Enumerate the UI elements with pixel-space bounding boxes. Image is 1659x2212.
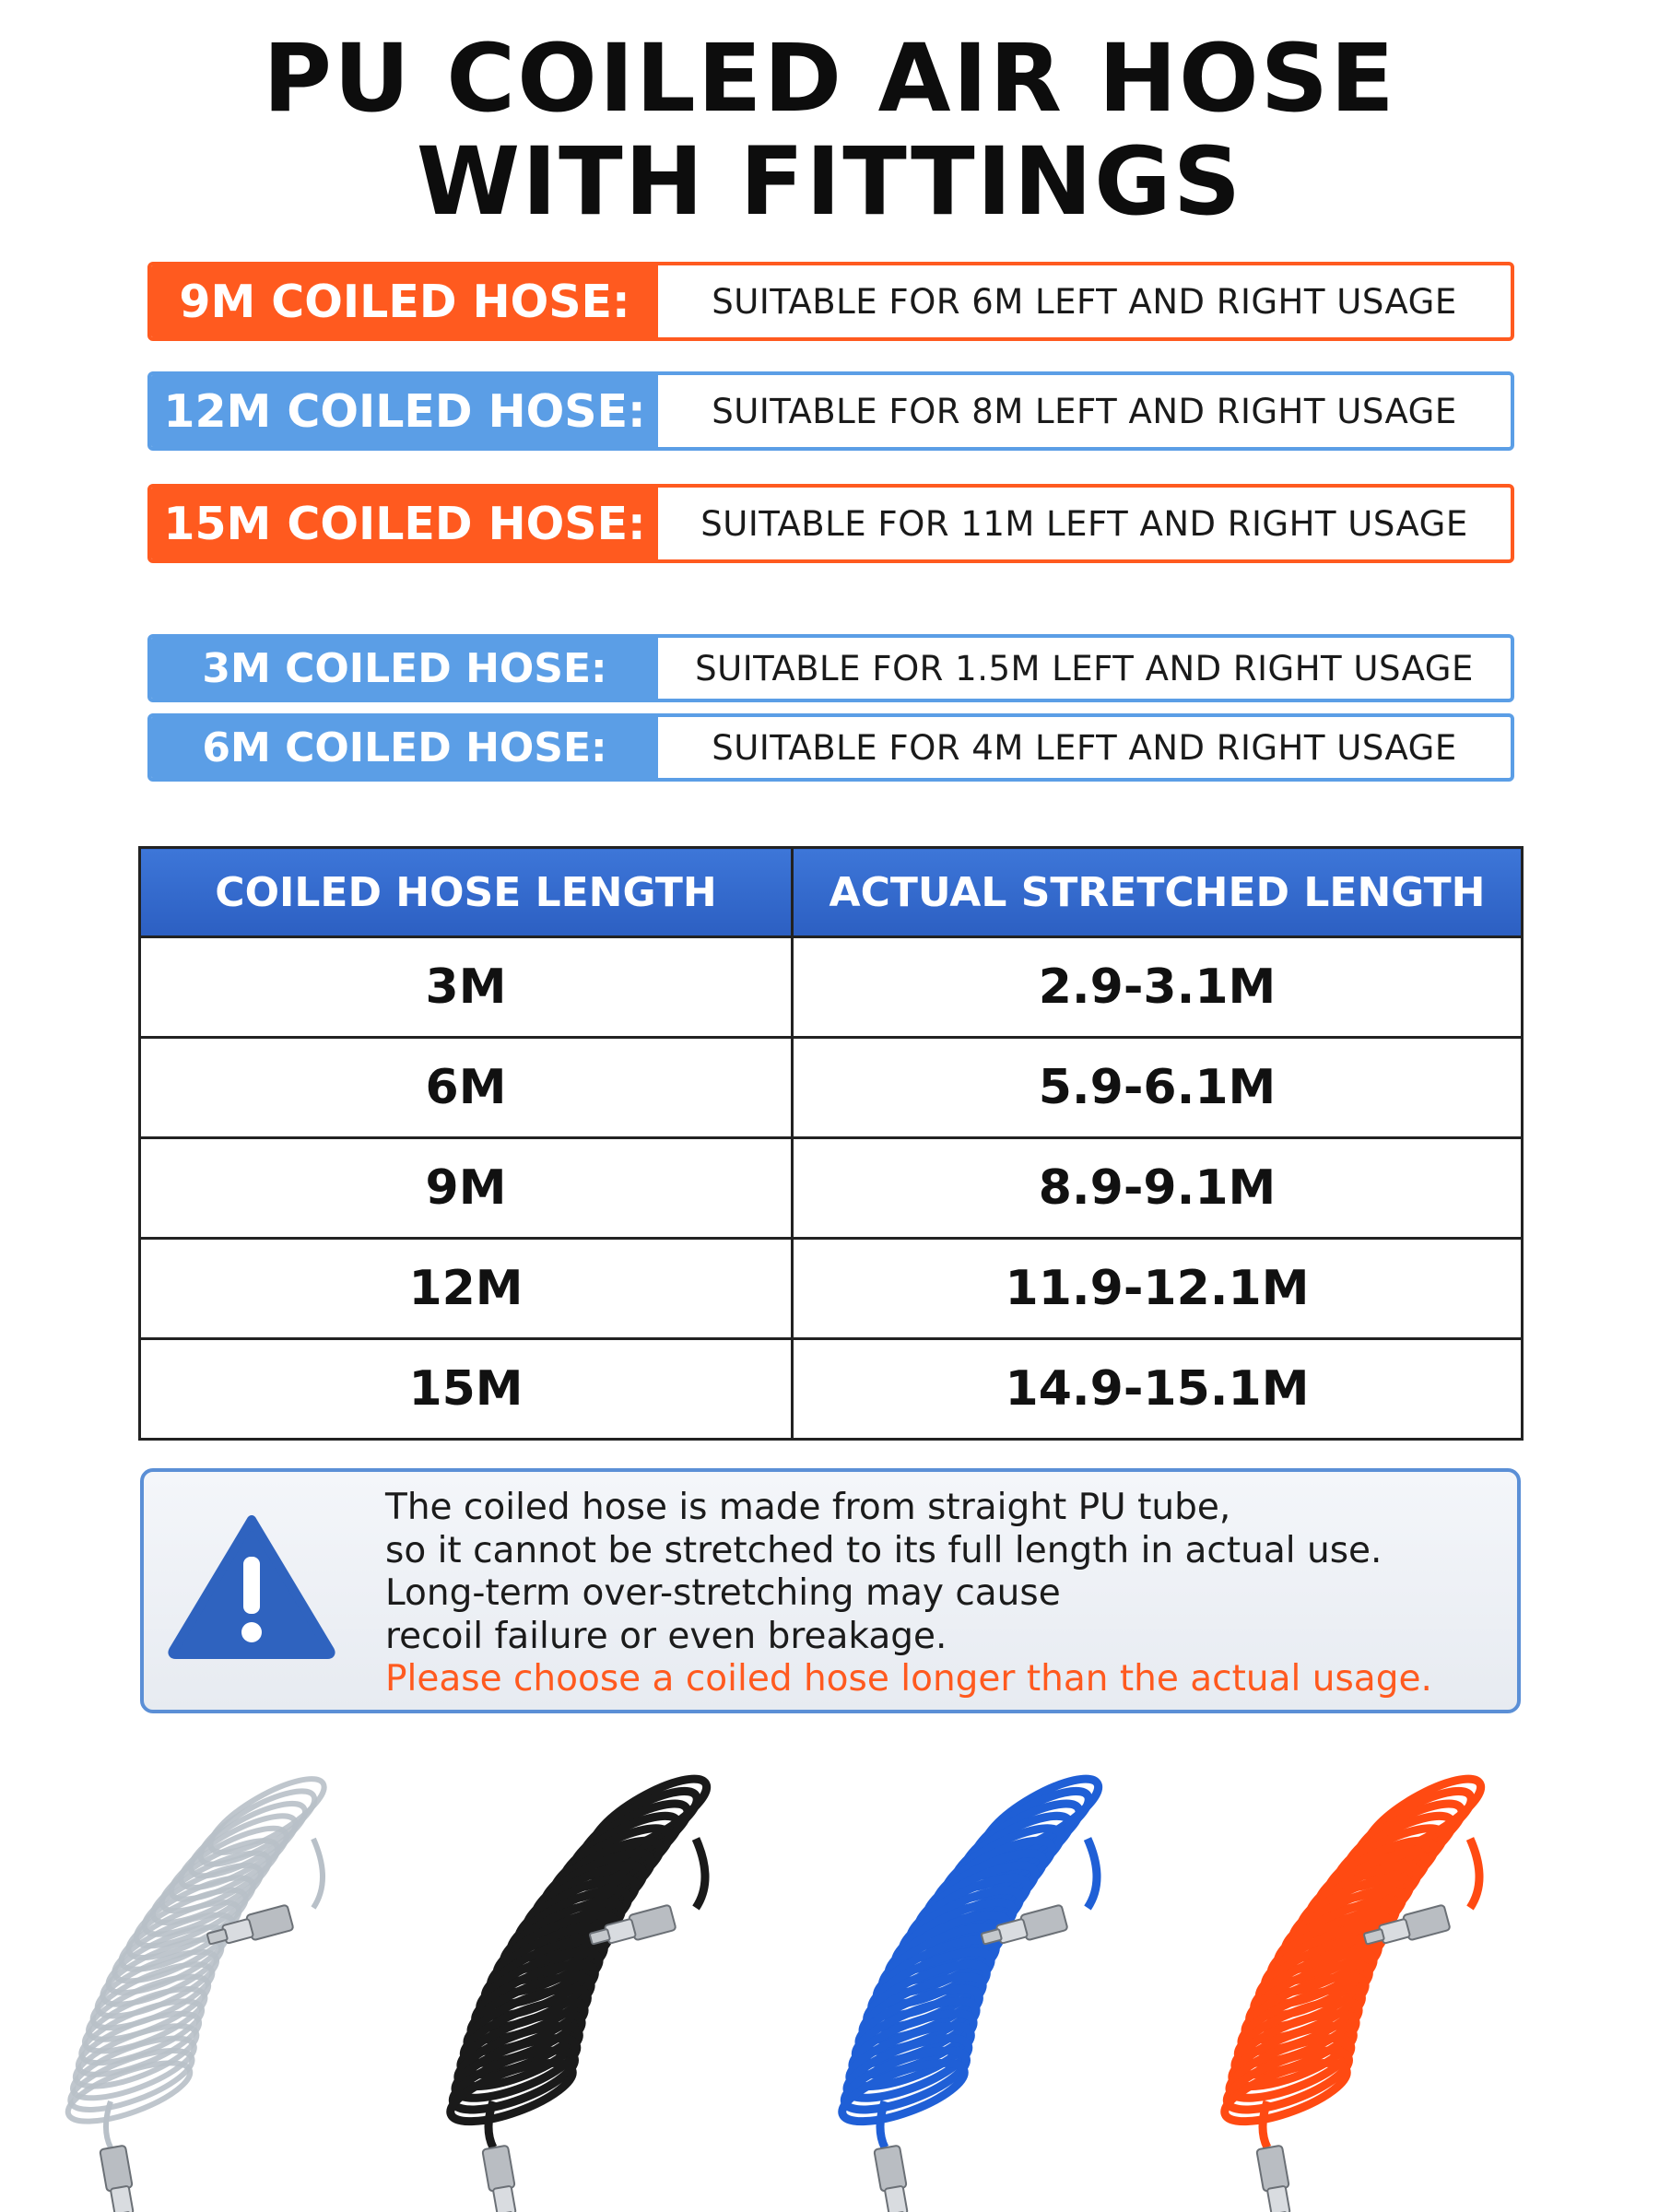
header-coiled-length: COILED HOSE LENGTH <box>140 848 793 937</box>
table-row <box>140 1138 1523 1239</box>
spec-label: 3M COILED HOSE: <box>151 638 658 699</box>
spec-row-12m <box>147 371 1514 451</box>
clear-hose-image <box>62 1766 334 2212</box>
stretched-length-cell: 5.9-6.1M <box>793 1038 1523 1138</box>
coiled-length-cell: 12M <box>140 1239 793 1339</box>
warning-triangle-icon <box>168 1512 335 1660</box>
coiled-length-cell: 9M <box>140 1138 793 1239</box>
table-row <box>140 1239 1523 1339</box>
warning-line: The coiled hose is made from straight PU tube, <box>385 1487 1231 1528</box>
title-line-2: WITH FITTINGS <box>416 127 1243 237</box>
spec-row-6m <box>147 713 1514 782</box>
coiled-length-cell: 6M <box>140 1038 793 1138</box>
warning-highlight: Please choose a coiled hose longer than the actual usage. <box>385 1658 1432 1700</box>
spec-row-15m <box>147 484 1514 563</box>
spec-row-9m <box>147 262 1514 341</box>
spec-text: SUITABLE FOR 6M LEFT AND RIGHT USAGE <box>712 281 1457 322</box>
spec-text: SUITABLE FOR 1.5M LEFT AND RIGHT USAGE <box>695 648 1474 688</box>
spec-label: 12M COILED HOSE: <box>151 375 658 447</box>
blue-hose-image <box>836 1766 1108 2212</box>
stretched-length-cell: 8.9-9.1M <box>793 1138 1523 1239</box>
spec-label: 15M COILED HOSE: <box>151 488 658 559</box>
table-header-row <box>140 848 1523 937</box>
warning-text <box>385 1487 1432 1701</box>
coiled-length-cell: 15M <box>140 1339 793 1440</box>
warning-line: so it cannot be stretched to its full length in actual use. <box>385 1529 1382 1571</box>
orange-hose-image <box>1218 1766 1490 2212</box>
spec-row-3m <box>147 634 1514 702</box>
coiled-length-cell: 3M <box>140 937 793 1038</box>
header-stretched-length: ACTUAL STRETCHED LENGTH <box>793 848 1523 937</box>
stretched-length-cell: 14.9-15.1M <box>793 1339 1523 1440</box>
table-row <box>140 937 1523 1038</box>
spec-text: SUITABLE FOR 8M LEFT AND RIGHT USAGE <box>712 391 1457 431</box>
spec-label: 9M COILED HOSE: <box>151 265 658 337</box>
warning-line: Long-term over-stretching may cause <box>385 1572 1061 1614</box>
table-row <box>140 1038 1523 1138</box>
table-row <box>140 1339 1523 1440</box>
spec-text: SUITABLE FOR 4M LEFT AND RIGHT USAGE <box>712 727 1457 768</box>
length-table <box>138 846 1524 1441</box>
spec-text: SUITABLE FOR 11M LEFT AND RIGHT USAGE <box>700 503 1468 544</box>
hose-product-photos <box>0 1751 1659 2212</box>
warning-box <box>140 1468 1521 1713</box>
stretched-length-cell: 2.9-3.1M <box>793 937 1523 1038</box>
stretched-length-cell: 11.9-12.1M <box>793 1239 1523 1339</box>
warning-line: recoil failure or even breakage. <box>385 1615 947 1657</box>
black-hose-image <box>444 1766 716 2212</box>
page-title <box>0 24 1659 237</box>
title-line-1: PU COILED AIR HOSE <box>263 24 1396 134</box>
spec-label: 6M COILED HOSE: <box>151 717 658 778</box>
